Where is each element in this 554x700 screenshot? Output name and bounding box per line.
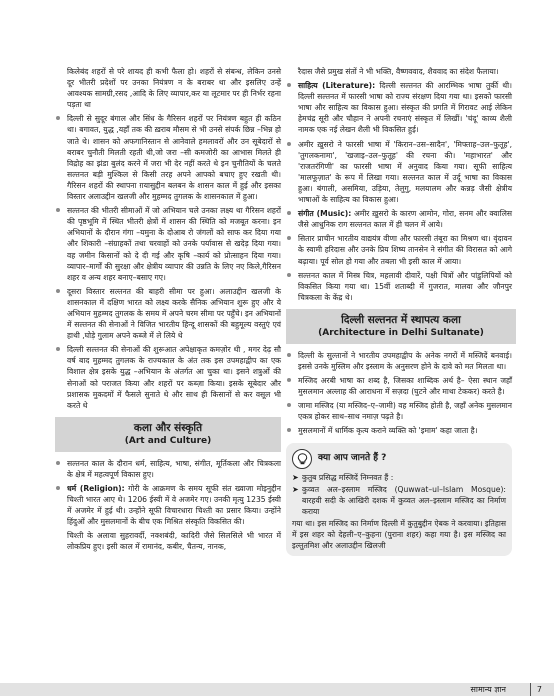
section-title: कला और संस्कृति [133,421,203,434]
chishti-paragraph: चिश्ती के अलावा सुहरावर्दी, नक्शबंदी, कादिरी जैसे सिलसिले भी भारत में लोकप्रिय हुए। इसी काल में रामानंद, कबीर, चैतन्य, नानक, [67,531,281,552]
bullet-external-frontier: दूसरा विस्तार सल्तनत की बाहरी सीमा पर हुआ। अलाउद्दीन खलजी के शासनकाल में दक्षिण भारत को लक्ष्य करके सैनिक अभियान शुरू हुए और ये अभियान मुहम्मद तुगलक के समय में अपने चरम सीमा पर पहुँचे। इन अभियानों में सल्तनत की सेनाओं ने विजित भारतीय हिन्दू शासकों की बहुमूल्य वस्तुएं एवं हाथी ,घोड़े गुलाम अपने कब्जे में ले लिये थे [55,286,281,341]
right-column [286,66,512,556]
literature-label: साहित्य (Literature): [298,81,376,91]
info-item: ➤ कुतुब प्रसिद्ध मस्जिदें निम्नवत हैं : [292,472,394,482]
bullet-sitar: सितार प्राचीन भारतीय वाद्ययंत्र वीणा और फारसी तंबूरा का मिश्रण था। वृंदावन के स्वामी हरिदास और उनके प्रिय शिष्य तानसेन ने संगीत की विरासत को आगे बढ़ाया। पूर्व सोल हो गया और तबला भी इसी काल में आया। [286,233,512,266]
info-item: ➤ कुव्वत अल–इस्लाम मस्जिद (Quwwat–ul–Islam Mosque): बारहवी सदी के आखिरी दशक में कुव्वत अल–इस्लाम मस्जिद का निर्माण कराया [292,484,506,516]
page-number: 7 [530,683,542,696]
info-box-title: क्या आप जानते हैं ? [318,452,387,463]
arrow-right-icon: ➤ [292,472,299,482]
bullet-icon [287,428,291,432]
bullet-music: संगीत (Music): अमीर ख़ुसरो के कारण आमोन, गोरा, सनम और क्वालिस जैसे आधुनिक राग सल्तनत काल में ही चलन में आये। [286,208,512,230]
footer-book-title: सामान्य ज्ञान [470,685,506,694]
bullet-icon [56,289,60,293]
intro-paragraph: किलेबंद शहरों से परे शायद ही कभी फैला हो। शहरों से संबन्ध, लेकिन उनसे दूर भीतरी प्रदेशों पर उनका नियंत्रण न के बराबर था और इसलिए उन्हें आवश्यक सामग्री,रसद ,आदि के लिए व्यापार,कर या लूटमार पर ही निर्भर रहना पड़ता था [67,67,281,110]
bullet-culture-intro: सल्तनत काल के दौरान धर्म, साहित्य, भाषा, संगीत, मूर्तिकला और चित्रकला के क्षेत्र में महत्वपूर्ण विकास हुए। [55,458,281,480]
bullet-icon [56,486,60,490]
bullet-icon [287,211,291,215]
bullet-icon [56,116,60,120]
bullet-internal-frontier: सल्तनत की भीतरी सीमाओं में जो अभियान चले उनका लक्ष्य था गैरिसन शहरों की पृष्ठभूमि में स्थित भीतरी क्षेत्रों में शासन की स्थिति को मजबूत करना। इन अभियानों के दौरान गंगा –यमुना के दोआब रो जंगलों को साफ कर दिया गया और शिकारी –संग्राहकों तथा चरवाहों को उनके पर्यावास से खदेड़ दिया गया। वह जमीन किसानों को दे दी गई और कृषि –कार्य को प्रोत्साहन दिया गया। व्यापार–मार्गों की सुरक्षा और क्षेत्रीय व्यापार की उन्नति के लिए नए किले,गैरिसन शहर व अन्य शहर बनाए–बसाए गए। [55,205,281,283]
bullet-garrison-towns: दिल्ली से सुदूर बंगाल और सिंध के गैरिसन शहरों पर नियंत्रण बहुत ही कठिन था। बगावत, युद्ध ,यहाँ तक की ख़राब मौसम से भी उनसे संपर्क छिन्न –भिन्न हो जाते थे। शासन को अफगानिस्तान से आनेवाले हमलावरों और उन सूबेदारों से बराबर चुनौती मिलती रहती थी,जो जरा –सी कमजोरी का आभास मिलते ही विद्रोह का झंडा बुलंद करने में जरा भी देर नहीं करते थे इन चुनौतियों के चलते सल्तनत बड़ी मुश्किल से किसी तरह अपने आपको बचाए हुए रखती थी। गैरिसन शहरों की स्थापना ग़यासुद्दीन बलबन के शासन काल में हुई और इसका विस्तार अलाउद्दीन खलजी और मुहम्मद तुगलक के शासनकाल में हुआ। [55,113,281,202]
arrow-right-icon: ➤ [292,484,299,494]
bullet-icon [287,83,291,87]
lightbulb-icon [292,449,312,469]
bullet-icon [287,142,291,146]
left-column [55,66,281,556]
bullet-sultanate-armies: दिल्ली सल्तनत की सेनाओं की शुरूआत अपेक्षाकृत कमज़ोर थी , मगर देढ़ सौ वर्ष बाद मुहम्मद तुगलक के राज्यकाल के अंत तक इस उपमहाद्वीप का एक विशाल क्षेत्र इसके युद्ध –अभियान के अंतर्गत आ चुका था। इसने शत्रुओं की सेनाओं को पराजत किया और शहरों पर कब्ज़ा किया। इसके सूबेदार और प्रशासक मुकदमों में फैसले सुनाते थे और साथ ही किसानों से कर वसूल भी करते थे [55,344,281,411]
bullet-icon [56,461,60,465]
bullet-icon [287,353,291,357]
did-you-know-box [286,443,512,557]
section-heading-architecture [286,309,516,344]
bullet-icon [287,403,291,407]
bullet-literature: साहित्य (Literature): दिल्ली सल्तनत की आरम्भिक भाषा तुर्की थी। दिल्ली सल्तनत में फारसी भाषा को राज्य संरक्षण दिया गया था। इसको फारसी भाषा और साहित्य का विकास हुआ। संस्कृत की प्रगति में गिरावट आई लेकिन हेमचंद्र सूरी और चौहान ने अपनी रचनाएं संस्कृत में लिखीं। 'चंदू' काव्य शैली नामक एक नई लेखन शैली भी विकसित हुई। [286,80,512,135]
section-heading-art-culture [55,417,281,452]
bullet-jama-masjid: जामा मस्जिद (या मस्जिद–ए–जामी) वह मस्जिद होती है, जहाँ अनेक मुसलमान एकत्र होकर साथ–साथ नमाज़ पढ़ते है। [286,400,512,422]
bullet-amir-khusro: अमीर ख़ुसरो ने फारसी भाषा में 'किरान–उस–सादैन', 'मिफ्ताह–उल–फुतूह', 'तुगलकनामा', 'खजाइ–उल–फुतूह' की रचना की। 'महाभारत' और 'राजतरंगिणी' का फारसी भाषा में अनुवाद किया गया। सूफी साहित्य 'मालफूज़ात' के रूप में लिखा गया। सल्तनत काल में उर्दू भाषा का विकास हुआ। बंगाली, असमिया, उड़िया, तेलुगु, मलयालम और कन्नड़ जैसी क्षेत्रीय भाषाओं के साहित्य का विकास हुआ। [286,139,512,206]
bullet-painting: सल्तनत काल में मिस्त्र चित्र, महलावी दीवारें, पक्षी चित्रों और पांडुलिपियों को विकसित किया गया था। 15वीं शताब्दी में गुजरात, मालवा और जौनपुर चित्रकला के केंद्र थे। [286,270,512,303]
bullet-icon [56,347,60,351]
bullet-masjid-meaning: मस्जिद अरबी भाषा का शब्द है, जिसका शाब्दिक अर्थ है– ऐसा स्थान जहाँ मुसलमान अल्लाह की आराधना में सज़दा (घुटने और माथा टेककर) करते है। [286,375,512,397]
religion-label: धर्म (Religion): [67,484,125,493]
music-label: संगीत (Music): [298,209,352,219]
info-continued-text: गया था। इस मस्जिद का निर्माण दिल्ली में कुतुबुद्दीन ऐबक ने करवाया। इतिहास में इस शहर को देहली–ए–कुहना (पुराना शहर) कहा गया है। इस मस्जिद का इल्तुतमिश और अलाउद्दीन खिलजी [292,518,506,551]
continued-paragraph: रैदास जैसे प्रमुख संतों ने भी भक्ति, वैष्णववाद, शैववाद का संदेश फैलाया। [298,67,499,76]
bullet-imam: मुसलमानों में धार्मिक कृत्य कराने व्यक्ति को 'इमाम' कहा जाता है। [286,425,512,436]
bullet-mosques-built: दिल्ली के सुल्तानों ने भारतीय उपमहाद्वीप के अनेक नगरों में मस्जिदें बनवाई। इससे उनके मुस्लिम और इस्लाम के अनुसरण होने के दावे को मत मिलता था। [286,350,512,372]
bullet-religion: धर्म (Religion): गोरी के आक्रमण के समय सूफी संत ख्वाजा मोइनुद्दीन चिश्ती भारत आए थे। 1206 ईस्वी में वे अजमेर गए। उनकी मृत्यु 1235 ईस्वी में अजमेर में हुई थी। उन्होंने सूफी विचारधारा चिश्ती का प्रसार किया। उन्होंने हिंदुओं और मुसलमानों के बीच एक मिश्रित संस्कृति विकसित की। [55,483,281,527]
bullet-icon [287,273,291,277]
section-title: दिल्ली सल्तनत में स्थापत्य कला [341,313,461,326]
bullet-icon [287,236,291,240]
section-subtitle: (Architecture in Delhi Sultanate) [318,327,484,338]
info-box-header [292,449,506,469]
bullet-icon [287,378,291,382]
page-footer [0,683,554,696]
bullet-icon [56,208,60,212]
section-subtitle: (Art and Culture) [124,435,212,446]
